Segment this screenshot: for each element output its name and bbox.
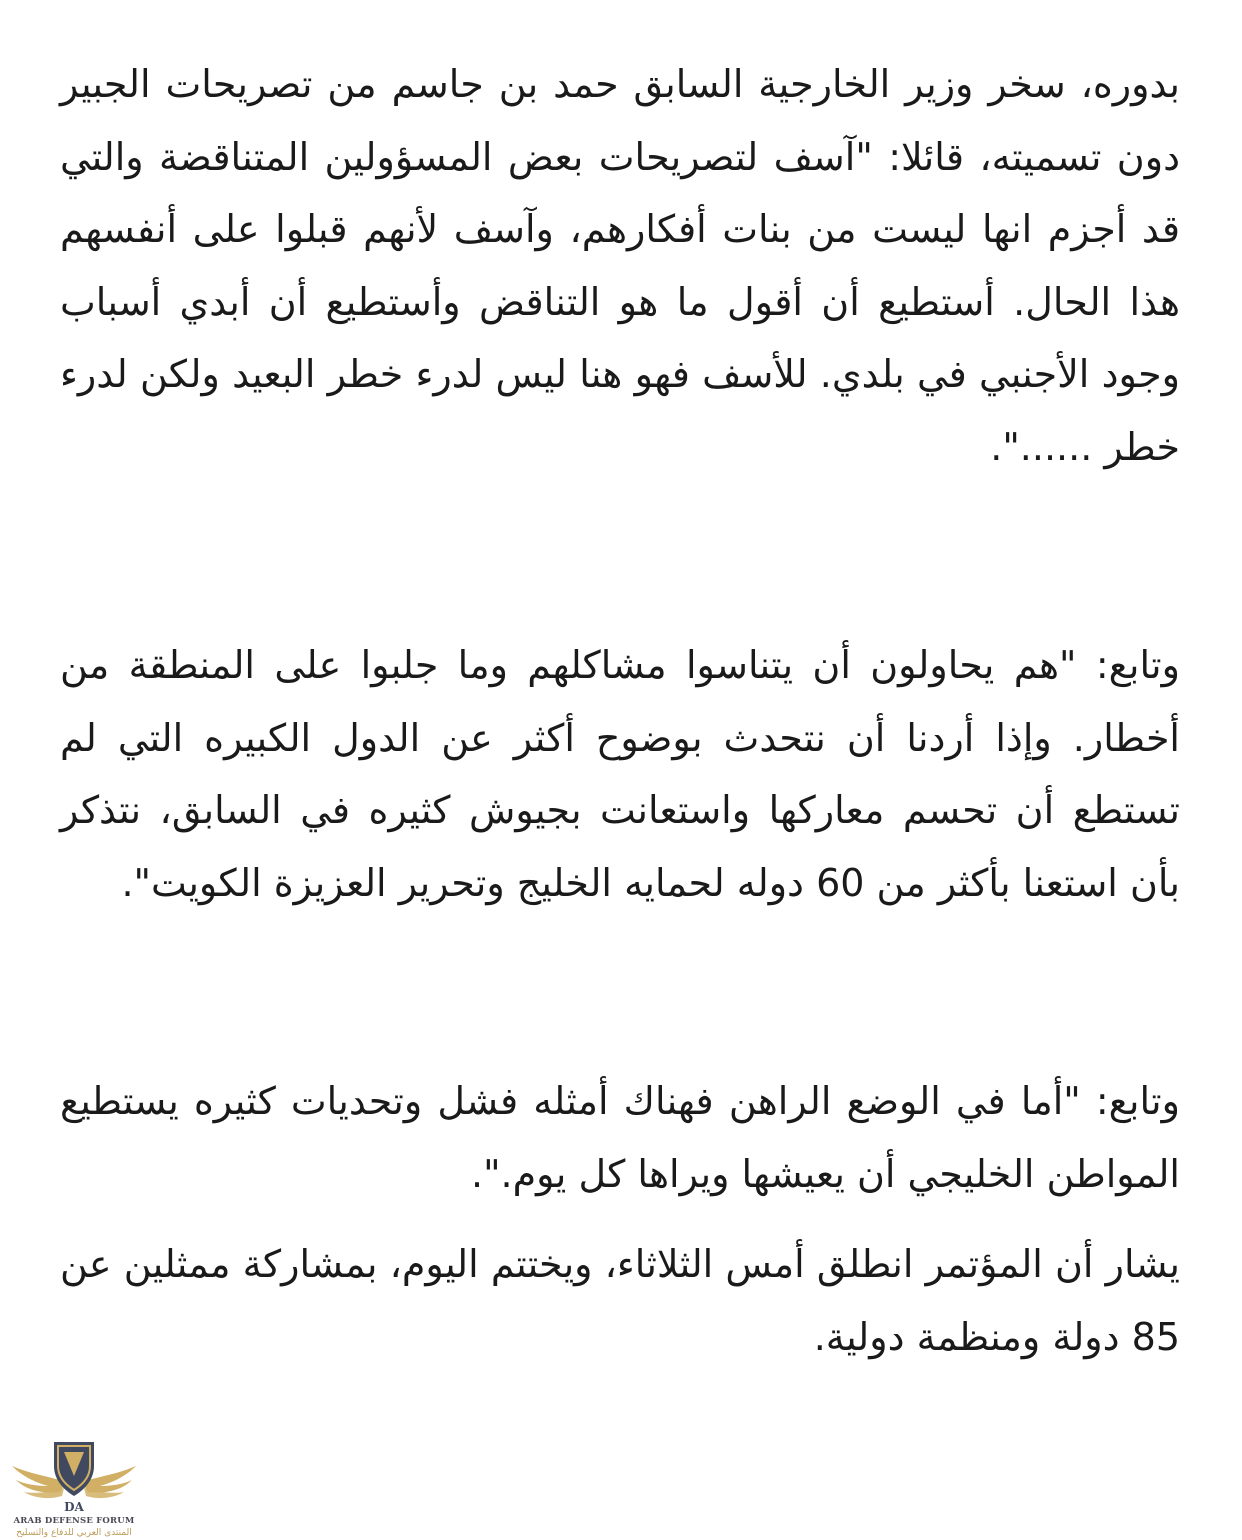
paragraph-conference-info: يشار أن المؤتمر انطلق أمس الثلاثاء، ويختتم اليوم، بمشاركة ممثلين عن 85 دولة ومنظمة دولية.	[60, 1242, 1180, 1359]
watermark-name-en: ARAB DEFENSE FORUM	[13, 1516, 135, 1526]
forum-emblem-icon	[8, 1436, 140, 1516]
arab-defense-forum-watermark	[8, 1436, 140, 1540]
paragraph-hamad-bin-jassim: بدوره، سخر وزير الخارجية السابق حمد بن جاسم من تصريحات الجبير دون تسميته، قائلا: "آسف لتصريحات بعض المسؤولين المتناقضة والتي قد أجزم انها ليست من بنات أفكارهم، وآسف لأنهم قبلوا على أنفسهم هذا الحال. أستطيع أن أقول ما هو التناقض وأستطيع أن أبدي أسباب وجود الأجنبي في بلدي. للأسف فهو هنا ليس لدرء خطر البعيد ولكن لدرء خطر ......".	[60, 62, 1180, 469]
monogram-text: DA	[64, 1500, 84, 1514]
paragraph-continued-current-situation: وتابع: "أما في الوضع الراهن فهناك أمثله فشل وتحديات كثيره يستطيع المواطن الخليجي أن يعيشها ويراها كل يوم.".	[60, 1079, 1180, 1196]
article-body	[60, 48, 1180, 1373]
paragraph-continued-60-countries: وتابع: "هم يحاولون أن يتناسوا مشاكلهم وما جلبوا على المنطقة من أخطار. وإذا أردنا أن نتحدث بوضوح أكثر عن الدول الكبيره التي لم تستطع أن تحسم معاركها واستعانت بجيوش كثيره في السابق، نتذكر بأن استعنا بأكثر من 60 دوله لحمايه الخليج وتحرير العزيزة الكويت".	[60, 643, 1180, 905]
watermark-name-ar: المنتدى العربي للدفاع والتسليح	[16, 1528, 132, 1538]
